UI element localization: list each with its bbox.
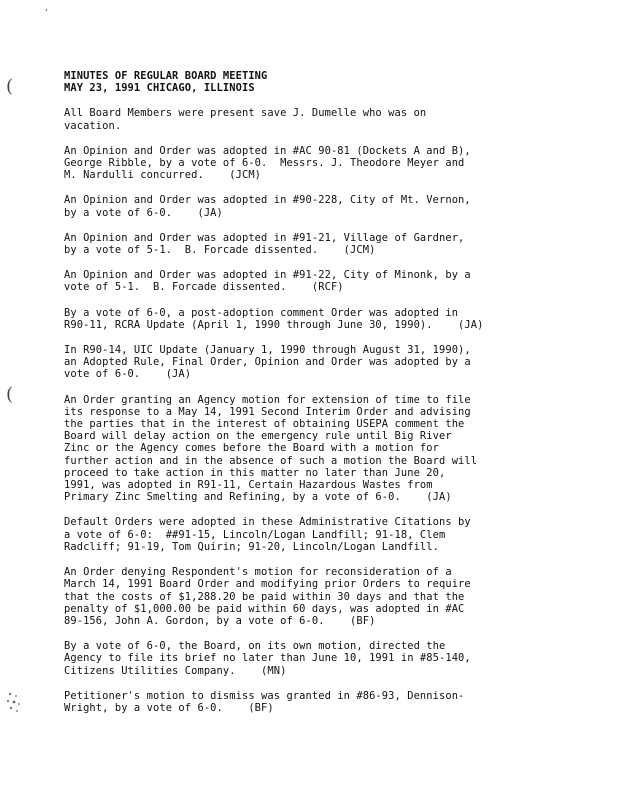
margin-bracket-mark: ( [6, 76, 14, 97]
paragraph-line: R90-11, RCRA Update (April 1, 1990 through June 30, 1990). (JA) [64, 318, 484, 331]
meeting-date-location: MAY 23, 1991 CHICAGO, ILLINOIS [64, 82, 255, 95]
paragraph-line: George Ribble, by a vote of 6-0. Messrs. J. Theodore Meyer and [64, 157, 465, 170]
minutes-paragraph [64, 194, 534, 218]
paragraph-line: proceed to take action in this matter no later than June 20, [64, 466, 446, 479]
minutes-header [64, 70, 534, 94]
paragraph-line: March 14, 1991 Board Order and modifying prior Orders to require [64, 578, 471, 591]
paragraph-line: In R90-14, UIC Update (January 1, 1990 through August 31, 1990), [64, 344, 471, 357]
minutes-paragraph [64, 394, 534, 504]
paragraph-line: Radcliff; 91-19, Tom Quirin; 91-20, Lincoln/Logan Landfill. [64, 540, 439, 553]
paragraph-line: 1991, was adopted in R91-11, Certain Hazardous Wastes from [64, 479, 433, 492]
paragraph-line: An Order granting an Agency motion for extension of time to file [64, 393, 471, 406]
minutes-paragraph [64, 690, 534, 714]
paragraph-line: Citizens Utilities Company. (MN) [64, 664, 287, 677]
paragraph-line: by a vote of 5-1. B. Forcade dissented. (JCM) [64, 244, 376, 257]
scan-smudge [4, 690, 24, 716]
minutes-title: MINUTES OF REGULAR BOARD MEETING [64, 70, 268, 82]
minutes-paragraph [64, 232, 534, 256]
minutes-paragraph [64, 566, 534, 627]
minutes-paragraph [64, 145, 534, 182]
paragraph-line: Default Orders were adopted in these Administrative Citations by [64, 516, 471, 529]
paragraph-line: by a vote of 6-0. (JA) [64, 206, 223, 219]
minutes-paragraph [64, 344, 534, 381]
paragraph-line: Primary Zinc Smelting and Refining, by a vote of 6-0. (JA) [64, 491, 452, 504]
paragraph-line: Agency to file its brief no later than June 10, 1991 in #85-140, [64, 652, 471, 665]
paragraph-line: a vote of 6-0: ##91-15, Lincoln/Logan Landfill; 91-18, Clem [64, 528, 446, 541]
paragraph-line: the parties that in the interest of obtaining USEPA comment the [64, 418, 465, 431]
minutes-paragraph [64, 640, 534, 677]
minutes-body [64, 70, 534, 714]
paragraph-line: An Order denying Respondent's motion for reconsideration of a [64, 566, 452, 579]
paragraph-line: All Board Members were present save J. Dumelle who was on [64, 107, 427, 120]
paragraph-line: an Adopted Rule, Final Order, Opinion and Order was adopted by a [64, 356, 471, 369]
paragraph-line: By a vote of 6-0, the Board, on its own motion, directed the [64, 640, 446, 653]
minutes-paragraph [64, 516, 534, 553]
paragraph-line: that the costs of $1,288.20 be paid within 30 days and that the [64, 590, 465, 603]
margin-bracket-mark: ( [6, 384, 14, 405]
paragraph-line: its response to a May 14, 1991 Second Interim Order and advising [64, 405, 471, 418]
paragraph-line: Zinc or the Agency comes before the Board with a motion for [64, 442, 439, 455]
paragraph-line: Petitioner's motion to dismiss was granted in #86-93, Dennison- [64, 689, 465, 702]
minutes-paragraph [64, 107, 534, 131]
paragraph-line: vote of 5-1. B. Forcade dissented. (RCF) [64, 281, 344, 294]
paragraph-line: An Opinion and Order was adopted in #91-22, City of Minonk, by a [64, 269, 471, 282]
paragraph-line: M. Nardulli concurred. (JCM) [64, 169, 262, 182]
paragraph-line: An Opinion and Order was adopted in #90-228, City of Mt. Vernon, [64, 194, 471, 207]
paragraph-line: penalty of $1,000.00 be paid within 60 days, was adopted in #AC [64, 602, 465, 615]
minutes-paragraph [64, 269, 534, 293]
paragraph-line: By a vote of 6-0, a post-adoption comment Order was adopted in [64, 306, 459, 319]
paragraph-line: vacation. [64, 119, 122, 132]
paragraph-line: An Opinion and Order was adopted in #91-21, Village of Gardner, [64, 231, 465, 244]
paragraph-line: An Opinion and Order was adopted in #AC 90-81 (Dockets A and B), [64, 144, 471, 157]
scan-speck: ʻ [44, 8, 49, 17]
paragraph-line: further action and in the absence of such a motion the Board will [64, 454, 478, 467]
paragraph-line: Wright, by a vote of 6-0. (BF) [64, 701, 274, 714]
paragraph-line: Board will delay action on the emergency rule until Big River [64, 430, 452, 443]
paragraph-line: 89-156, John A. Gordon, by a vote of 6-0. (BF) [64, 614, 376, 627]
minutes-paragraph [64, 307, 534, 331]
paragraph-line: vote of 6-0. (JA) [64, 368, 192, 381]
